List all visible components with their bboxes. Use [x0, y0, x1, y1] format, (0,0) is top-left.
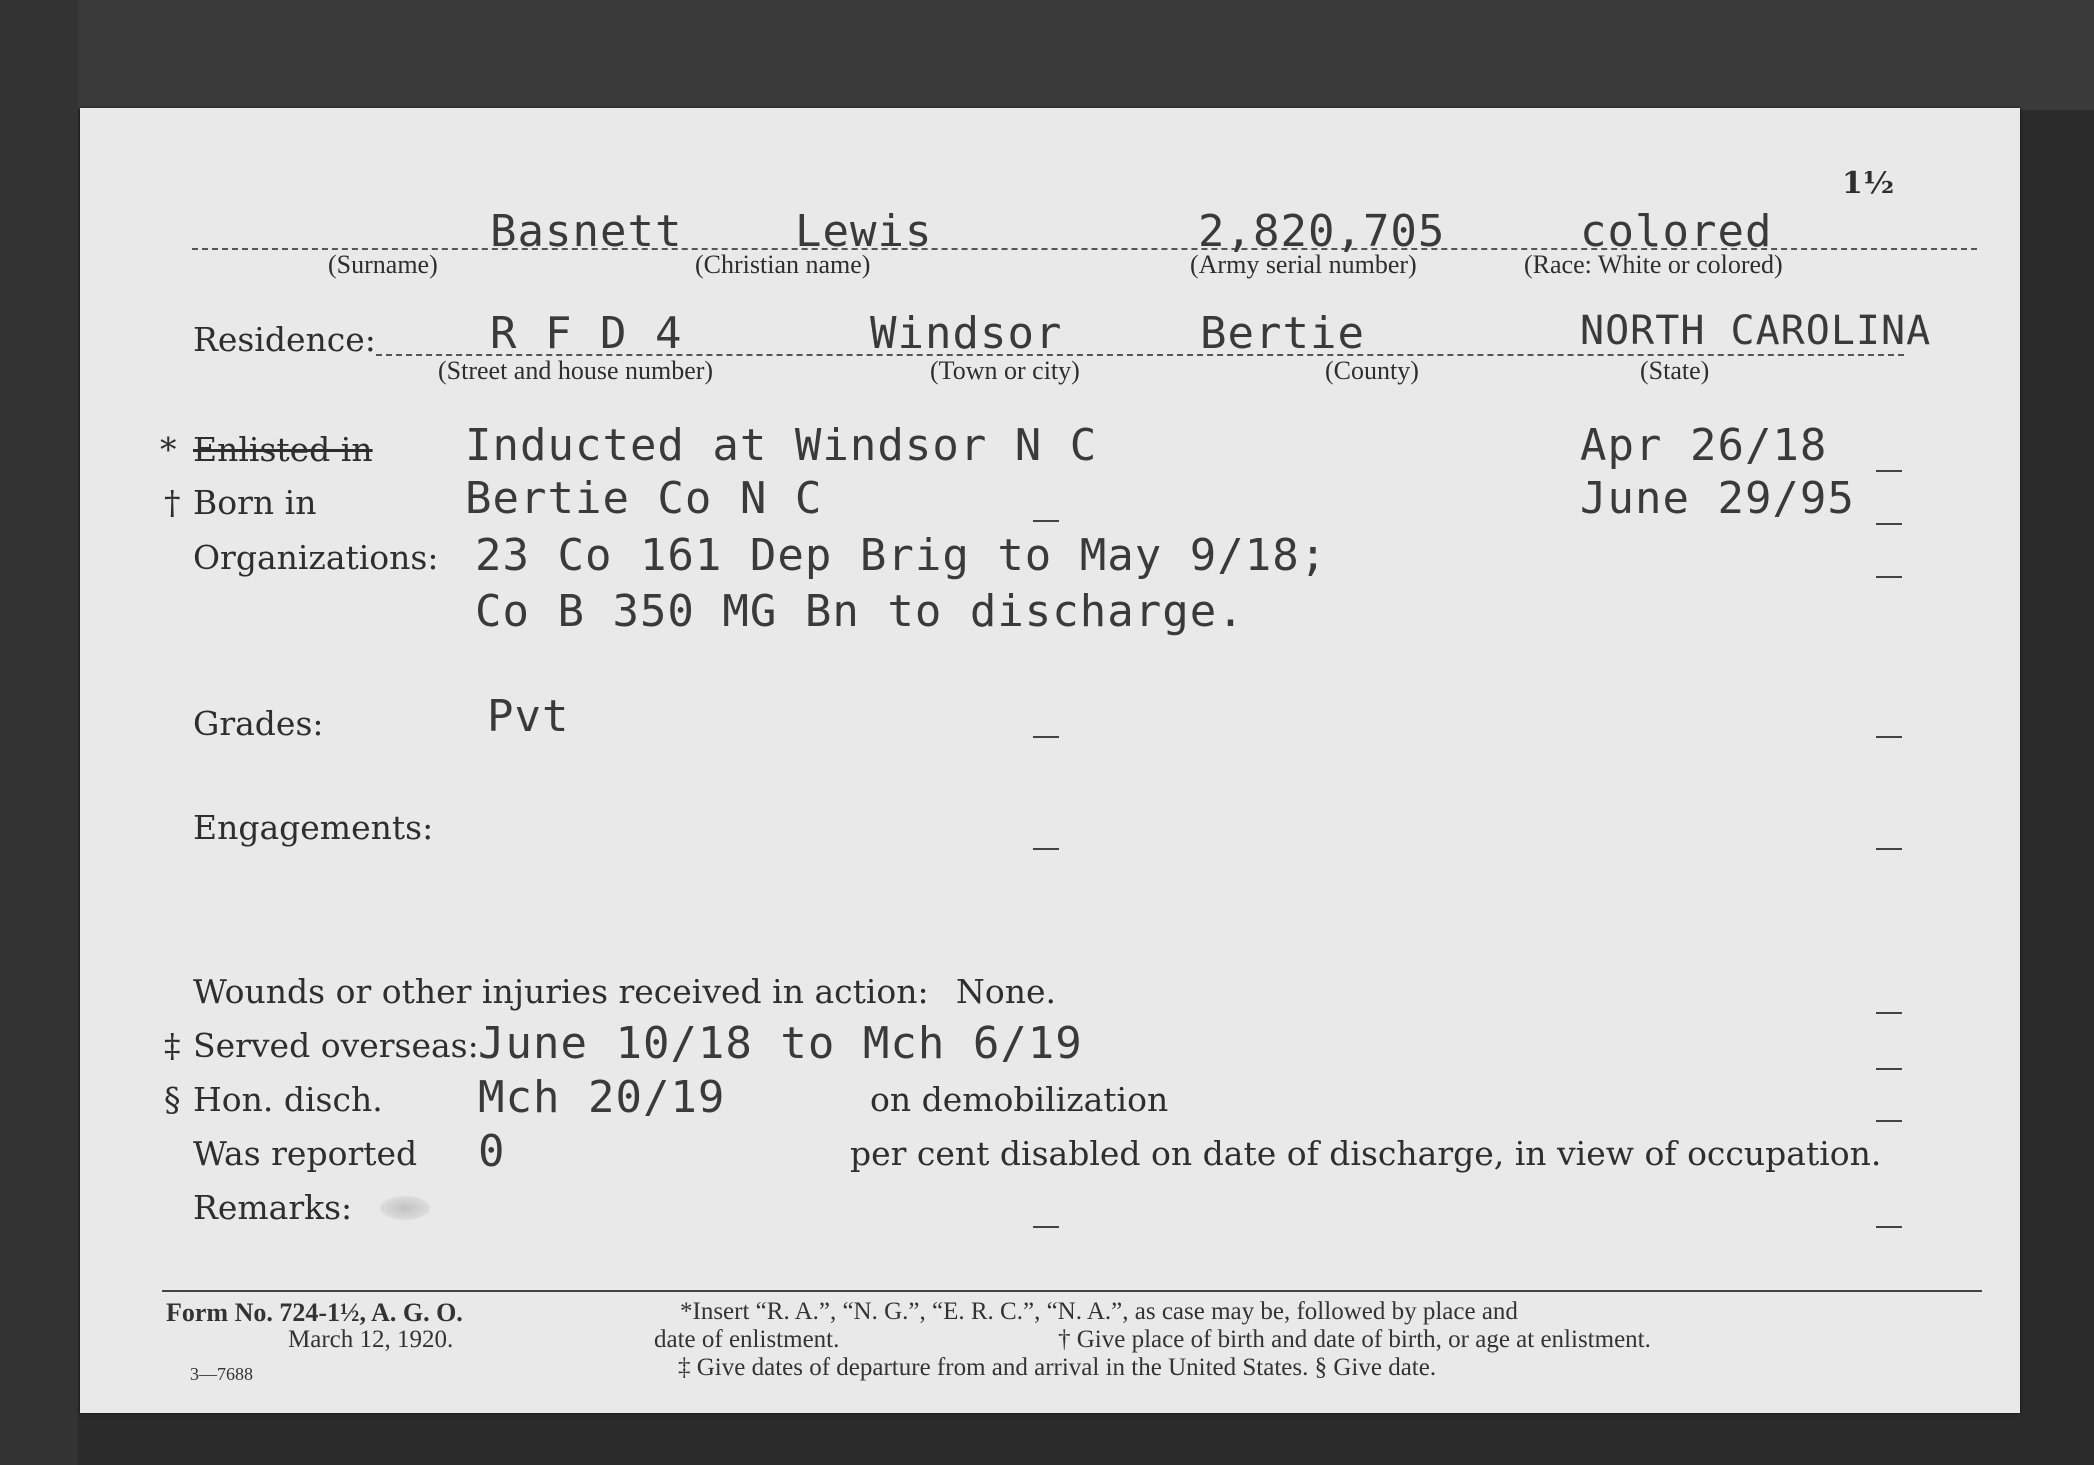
- footer-note-3: ‡ Give dates of departure from and arrival in the United States. § Give date.: [678, 1354, 1437, 1381]
- overseas-label: Served overseas:: [193, 1026, 479, 1065]
- reported-note: per cent disabled on date of discharge, in view of occupation.: [850, 1134, 1882, 1173]
- serial-number-caption: (Army serial number): [1190, 250, 1417, 279]
- residence-label: Residence:: [193, 320, 376, 359]
- born-value: Bertie Co N C: [465, 473, 823, 524]
- grades-label: Grades:: [193, 704, 324, 743]
- wounds-label: Wounds or other injuries received in action:: [193, 972, 929, 1011]
- footer-note-1: *Insert “R. A.”, “N. G.”, “E. R. C.”, “N. A.”, as case may be, followed by place and: [680, 1298, 1518, 1325]
- overseas-dash: [1876, 1068, 1902, 1070]
- born-dash: [1876, 523, 1902, 525]
- engagements-label: Engagements:: [193, 808, 434, 847]
- residence-town: Windsor: [870, 308, 1063, 359]
- service-record-card: [80, 108, 2020, 1413]
- organizations-label: Organizations:: [193, 538, 439, 577]
- discharge-note: on demobilization: [870, 1080, 1169, 1119]
- corner-number: 1½: [1842, 166, 1895, 201]
- born-date: June 29/95: [1580, 473, 1855, 524]
- enlisted-label: Enlisted in: [193, 430, 373, 469]
- race-value: colored: [1580, 206, 1773, 257]
- discharge-marker: §: [164, 1080, 181, 1119]
- born-label: Born in: [193, 483, 317, 522]
- footer-note-2b: † Give place of birth and date of birth, or age at enlistment.: [1058, 1326, 1651, 1353]
- wounds-dash: [1876, 1012, 1902, 1014]
- state-caption: (State): [1640, 356, 1710, 385]
- grades-dash: [1876, 736, 1902, 738]
- footer-rule: [162, 1290, 1982, 1292]
- remarks-dash: [1876, 1226, 1902, 1228]
- enlisted-dash: [1876, 470, 1902, 472]
- form-number: Form No. 724-1½, A. G. O.: [166, 1298, 463, 1327]
- born-marker: †: [164, 483, 181, 522]
- print-code: 3—7688: [190, 1364, 253, 1384]
- reported-value: 0: [478, 1126, 506, 1177]
- residence-state: NORTH CAROLINA: [1580, 308, 1932, 354]
- grades-value: Pvt: [487, 691, 570, 742]
- smudge-mark: [380, 1196, 430, 1220]
- born-mid-dash: [1033, 520, 1059, 522]
- organizations-line1: 23 Co 161 Dep Brig to May 9/18;: [475, 530, 1328, 581]
- reported-label: Was reported: [193, 1134, 418, 1173]
- christian-name-value: Lewis: [795, 206, 933, 257]
- engagements-dash: [1876, 848, 1902, 850]
- organizations-line2: Co B 350 MG Bn to discharge.: [475, 586, 1245, 637]
- race-caption: (Race: White or colored): [1524, 250, 1783, 279]
- engagements-mid-dash: [1033, 848, 1059, 850]
- surname-caption: (Surname): [328, 250, 438, 279]
- discharge-label: Hon. disch.: [193, 1080, 383, 1119]
- grades-mid-dash: [1033, 736, 1059, 738]
- enlisted-date: Apr 26/18: [1580, 420, 1828, 471]
- discharge-dash: [1876, 1120, 1902, 1122]
- county-caption: (County): [1325, 356, 1419, 385]
- discharge-value: Mch 20/19: [478, 1072, 726, 1123]
- street-caption: (Street and house number): [438, 356, 714, 385]
- enlisted-marker: *: [160, 430, 177, 469]
- christian-name-caption: (Christian name): [695, 250, 871, 279]
- remarks-mid-dash: [1033, 1226, 1059, 1228]
- wounds-value: None.: [956, 972, 1057, 1011]
- remarks-label: Remarks:: [193, 1188, 353, 1227]
- background-left: [0, 0, 78, 1465]
- organizations-dash: [1876, 576, 1902, 578]
- serial-number-value: 2,820,705: [1198, 206, 1446, 257]
- background-top: [0, 0, 2094, 110]
- residence-street: R F D 4: [490, 308, 683, 359]
- footer-note-2a: date of enlistment.: [654, 1326, 840, 1353]
- enlisted-value: Inducted at Windsor N C: [465, 420, 1098, 471]
- overseas-value: June 10/18 to Mch 6/19: [478, 1018, 1083, 1069]
- residence-county: Bertie: [1200, 308, 1365, 359]
- town-caption: (Town or city): [930, 356, 1080, 385]
- surname-value: Basnett: [490, 206, 683, 257]
- overseas-marker: ‡: [164, 1026, 181, 1065]
- form-date: March 12, 1920.: [288, 1326, 454, 1353]
